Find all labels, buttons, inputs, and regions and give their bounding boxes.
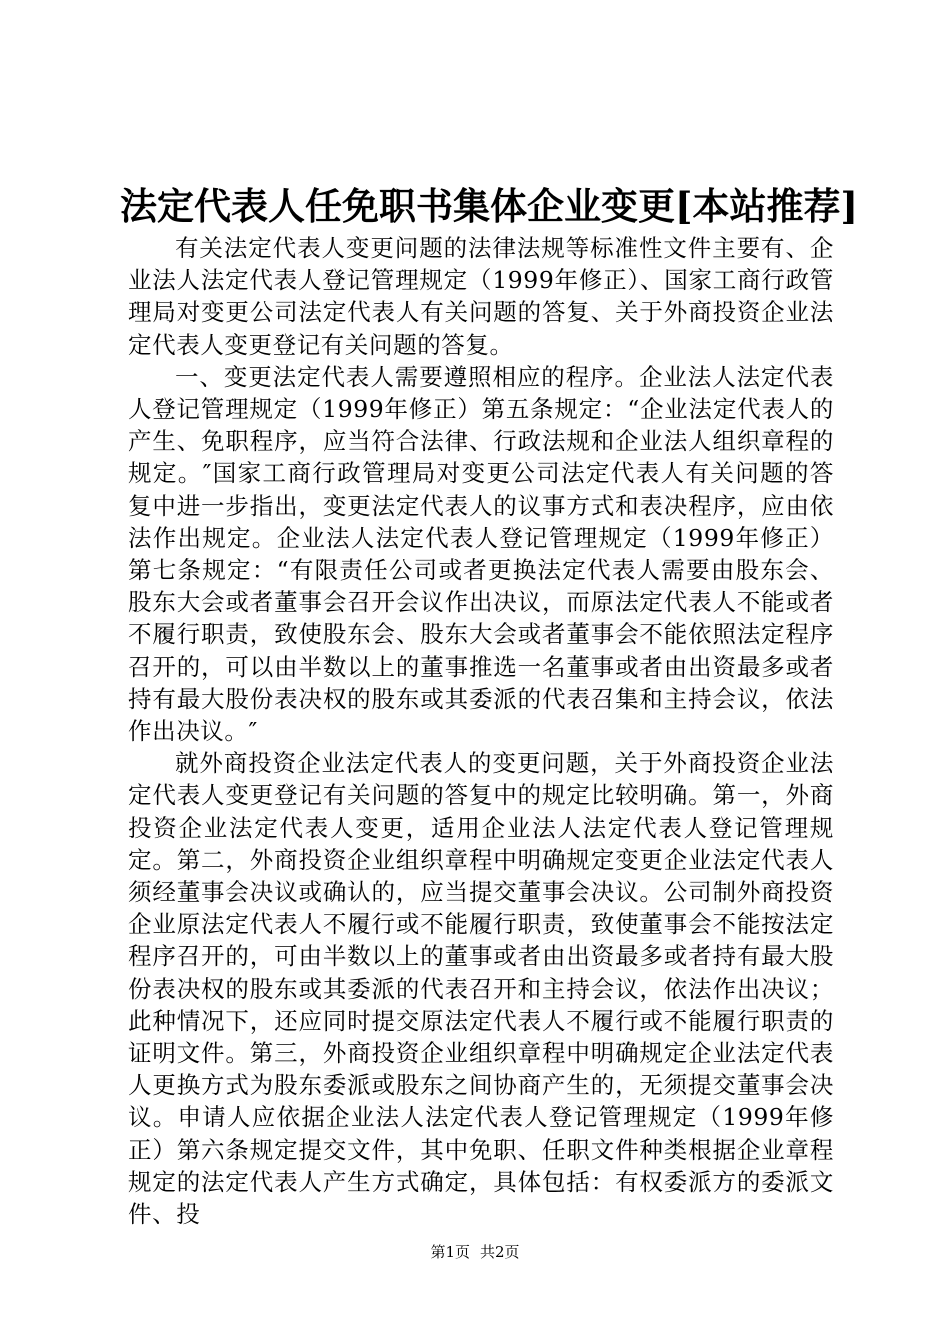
page-number: 第1页 [430, 1243, 470, 1261]
paragraph-foreign-investment: 就外商投资企业法定代表人的变更问题，关于外商投资企业法定代表人变更登记有关问题的答复中的规定比较明确。第一，外商投资企业法定代表人变更，适用企业法人法定代表人登记管理规定。第二，外商投资企业组织章程中明确规定变更企业法定代表人须经董事会决议或确认的，应当提交董事会决议。公司制外商投资企业原法定代表人不履行或不能履行职责，致使董事会不能按法定程序召开的，可由半数以上的董事或者由出资最多或者持有最大股份表决权的股东或其委派的代表召开和主持会议，依法作出决议；此种情况下，还应同时提交原法定代表人不履行或不能履行职责的证明文件。第三，外商投资企业组织章程中明确规定企业法定代表人更换方式为股东委派或股东之间协商产生的，无须提交董事会决议。申请人应依据企业法人法定代表人登记管理规定（1999年修正）第六条规定提交文件，其中免职、任职文件种类根据企业章程规定的法定代表人产生方式确定，具体包括：有权委派方的委派文件、投 [128, 749, 834, 1229]
page-footer [0, 1242, 950, 1262]
document-title: 法定代表人任免职书集体企业变更[本站推荐] [120, 184, 859, 228]
paragraph-procedure: 一、变更法定代表人需要遵照相应的程序。企业法人法定代表人登记管理规定（1999年修正）第五条规定：“企业法定代表人的产生、免职程序，应当符合法律、行政法规和企业法人组织章程的规定。″国家工商行政管理局对变更公司法定代表人有关问题的答复中进一步指出，变更法定代表人的议事方式和表决程序，应由依法作出规定。企业法人法定代表人登记管理规定（1999年修正）第七条规定：“有限责任公司或者更换法定代表人需要由股东会、股东大会或者董事会召开会议作出决议，而原法定代表人不能或者不履行职责，致使股东会、股东大会或者董事会不能依照法定程序召开的，可以由半数以上的董事推选一名董事或者由出资最多或者持有最大股份表决权的股东或其委派的代表召集和主持会议，依法作出决议。″ [128, 362, 834, 746]
paragraph-intro: 有关法定代表人变更问题的法律法规等标准性文件主要有、企业法人法定代表人登记管理规定（1999年修正）、国家工商行政管理局对变更公司法定代表人有关问题的答复、关于外商投资企业法定代表人变更登记有关问题的答复。 [128, 234, 834, 359]
document-body [128, 232, 834, 1230]
page-total: 共2页 [480, 1243, 520, 1261]
